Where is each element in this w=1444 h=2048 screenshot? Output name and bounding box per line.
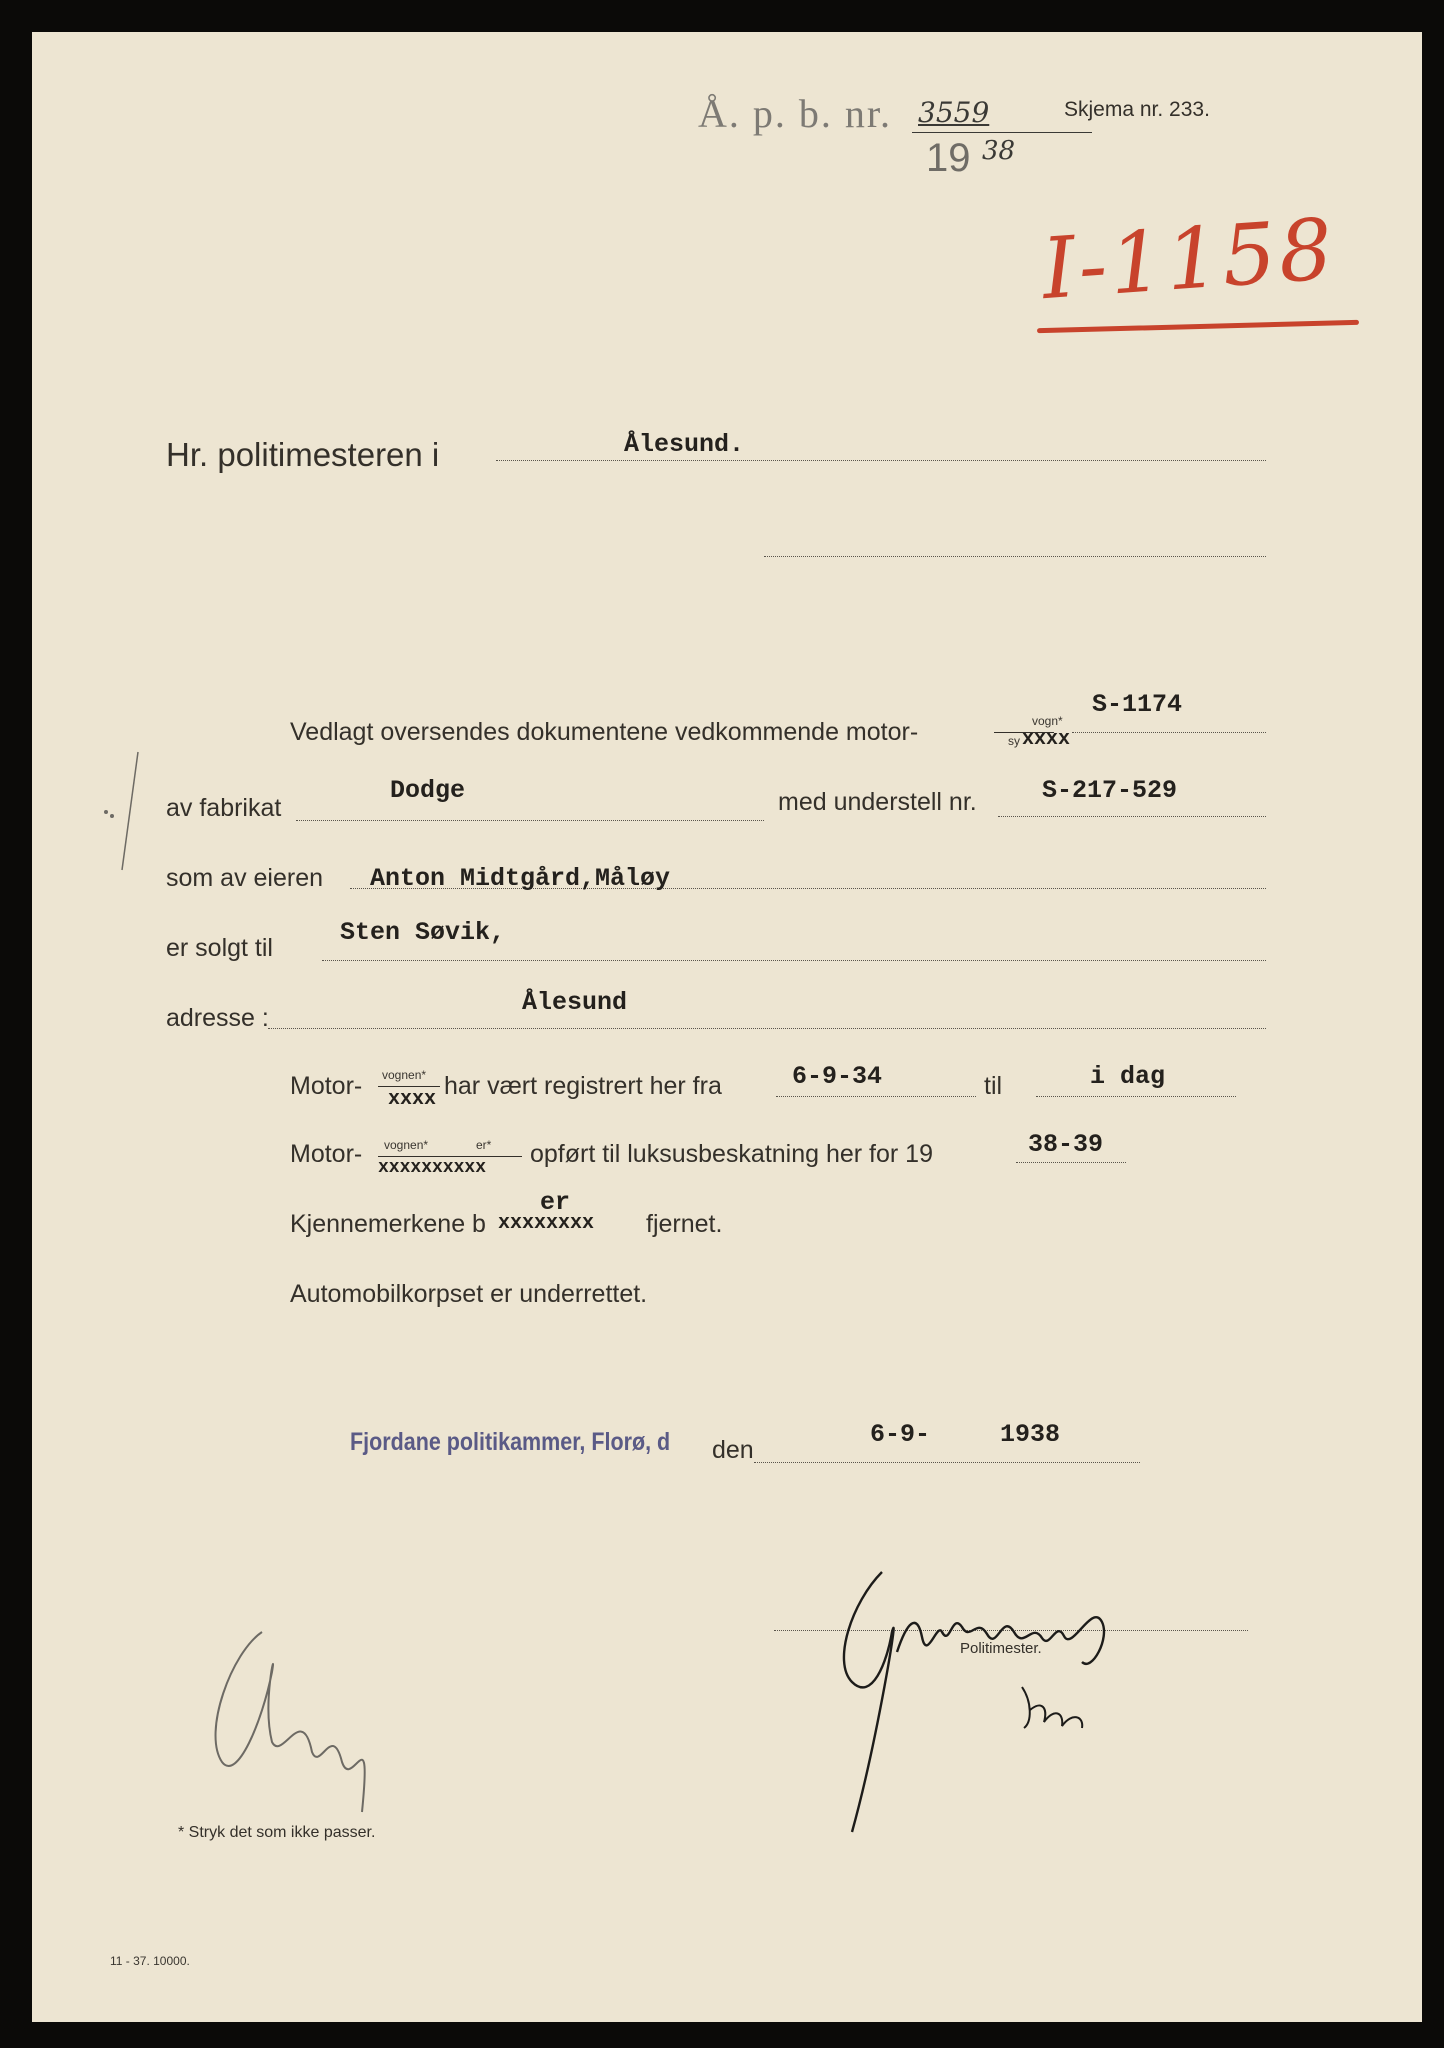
understell-label: med understell nr.: [778, 788, 977, 816]
reg-to-line: [1036, 1096, 1236, 1097]
luksus-motor-label: Motor-: [290, 1140, 363, 1168]
document-page: [32, 32, 1422, 2022]
politimester-title: Politimester.: [960, 1640, 1042, 1657]
kjenne-end: fjernet.: [646, 1210, 723, 1238]
reg-line: [1072, 732, 1266, 733]
reg-motor-label: Motor-: [290, 1072, 363, 1100]
city-line: [496, 460, 1266, 461]
luksus-text: opført til luksusbeskatning her for 19: [530, 1140, 933, 1168]
struck-sykkel: xxxx: [1022, 728, 1071, 751]
eier-value: Anton Midtgård,Måløy: [370, 864, 671, 893]
luksus-year-value: 38-39: [1028, 1130, 1104, 1159]
kjenne-struck: xxxxxxxx: [498, 1212, 595, 1235]
red-underline: [1037, 320, 1359, 333]
kjenne-start: Kjennemerkene b: [290, 1210, 486, 1238]
eier-label: som av eieren: [166, 864, 324, 892]
vogn-superscript: vogn*: [1032, 714, 1063, 728]
kjoper-line: [322, 960, 1266, 961]
registration-number: S-1174: [1092, 690, 1183, 719]
margin-slash-mark: [92, 752, 152, 872]
year-value: 1938: [1000, 1420, 1061, 1449]
fabrikat-label: av fabrikat: [166, 794, 282, 822]
apb-label: Å. p. b. nr.: [698, 91, 892, 136]
police-stamp: Fjordane politikammer, Florø, d: [350, 1428, 671, 1456]
date-line: [754, 1462, 1140, 1463]
reg-text: har vært registrert her fra: [444, 1072, 722, 1100]
vedlagt-text: Vedlagt oversendes dokumentene vedkommende motor-: [290, 718, 919, 746]
kjoper-value: Sten Søvik,: [340, 918, 506, 947]
red-archive-mark: I-1158: [1038, 199, 1339, 319]
apb-number: 3559: [918, 96, 990, 129]
reg-from-line: [776, 1096, 976, 1097]
adresse-value: Ålesund: [522, 988, 628, 1017]
apb-line: [912, 132, 1092, 133]
luksus-er-superscript: er*: [476, 1138, 492, 1152]
vognen-superscript: vognen*: [382, 1068, 427, 1082]
luksus-fraction-rule: [378, 1156, 522, 1157]
skjema-label: Skjema nr. 233.: [1064, 98, 1210, 121]
understell-value: S-217-529: [1042, 776, 1178, 805]
date-value: 6-9-: [870, 1420, 931, 1449]
luksus-vognen-superscript: vognen*: [384, 1138, 429, 1152]
automobil-text: Automobilkorpset er underrettet.: [290, 1280, 648, 1308]
year-printed: 19: [926, 136, 971, 180]
fabrikat-line: [296, 820, 764, 821]
sykkel-subscript: sy: [1008, 734, 1020, 748]
city-value: Ålesund.: [624, 430, 745, 459]
reg-from-value: 6-9-34: [792, 1062, 883, 1091]
address-extra-line: [764, 556, 1266, 557]
den-label: den: [712, 1436, 754, 1464]
kjenne-er-typed: er: [540, 1188, 571, 1217]
fabrikat-value: Dodge: [390, 776, 466, 805]
print-code: 11 - 37. 10000.: [110, 1954, 190, 1968]
luksus-struck: xxxxxxxxxx: [378, 1158, 487, 1178]
adresse-label: adresse :: [166, 1004, 269, 1032]
luksus-year-line: [1016, 1162, 1126, 1163]
police-chief-signature: [792, 1542, 1192, 1842]
adresse-line: [268, 1028, 1266, 1029]
understell-line: [998, 816, 1266, 817]
greeting-label: Hr. politimesteren i: [166, 436, 440, 473]
reg-fraction-rule: [378, 1086, 440, 1087]
til-label: til: [984, 1072, 1003, 1100]
footer-note: * Stryk det som ikke passer.: [178, 1824, 376, 1841]
pencil-initials: [202, 1612, 462, 1822]
year-handwritten: 38: [982, 136, 1016, 166]
solgt-label: er solgt til: [166, 934, 273, 962]
reg-struck: xxxx: [388, 1088, 437, 1111]
reg-to-value: i dag: [1090, 1062, 1166, 1091]
